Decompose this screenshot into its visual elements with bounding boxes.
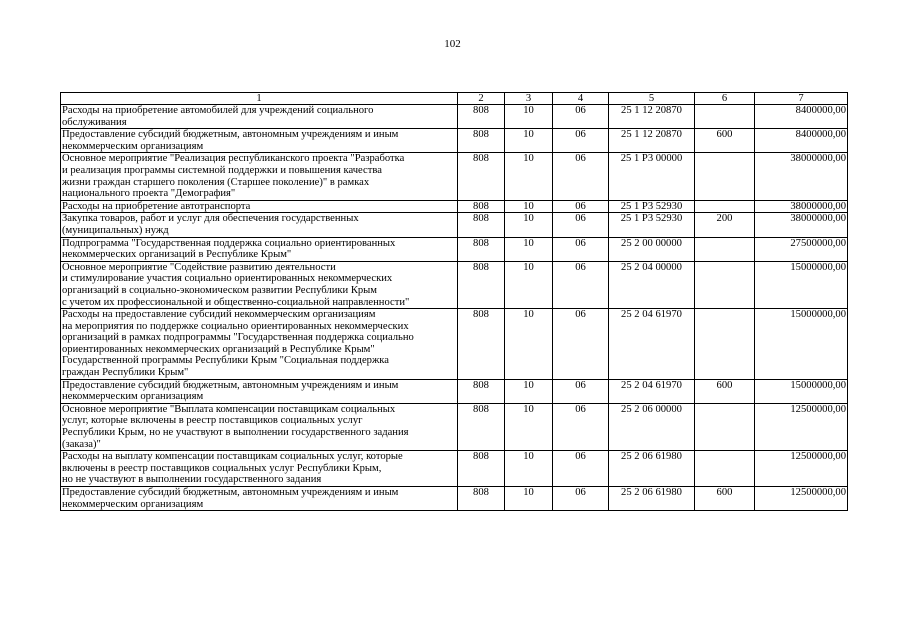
section-code: 10: [505, 451, 553, 487]
amount: 12500000,00: [755, 487, 848, 511]
table-row: [61, 105, 848, 129]
section-code: 10: [505, 153, 553, 200]
target-article-code: 25 2 06 61980: [609, 487, 695, 511]
amount: 12500000,00: [755, 451, 848, 487]
ministry-code: 808: [458, 261, 505, 308]
target-article-code: 25 1 P3 52930: [609, 213, 695, 237]
section-code: 10: [505, 237, 553, 261]
table-row: [61, 213, 848, 237]
expense-type-code: [695, 403, 755, 450]
amount: 27500000,00: [755, 237, 848, 261]
table-row: [61, 237, 848, 261]
amount: 8400000,00: [755, 129, 848, 153]
target-article-code: 25 2 04 61970: [609, 309, 695, 380]
subsection-code: 06: [553, 487, 609, 511]
header-cell: 7: [755, 93, 848, 105]
amount: 15000000,00: [755, 379, 848, 403]
expense-type-code: [695, 200, 755, 213]
ministry-code: 808: [458, 403, 505, 450]
table-row: [61, 403, 848, 450]
item-name: Расходы на предоставление субсидий некоммерческим организациям на мероприятия по поддержке социально ориентированных некоммерческих организаций в рамках подпрограммы "Государственная поддержка социально ориентированных некоммерческих организаций в Республике Крым" Государственной программы Республики Крым "Социальная поддержка граждан Республики Крым": [61, 309, 458, 380]
header-cell: 4: [553, 93, 609, 105]
table-row: [61, 451, 848, 487]
subsection-code: 06: [553, 379, 609, 403]
header-cell: 3: [505, 93, 553, 105]
header-row: [61, 93, 848, 105]
expense-type-code: [695, 153, 755, 200]
amount: 15000000,00: [755, 309, 848, 380]
amount: 38000000,00: [755, 153, 848, 200]
amount: 15000000,00: [755, 261, 848, 308]
section-code: 10: [505, 309, 553, 380]
ministry-code: 808: [458, 153, 505, 200]
expense-type-code: 600: [695, 129, 755, 153]
subsection-code: 06: [553, 153, 609, 200]
amount: 38000000,00: [755, 213, 848, 237]
target-article-code: 25 1 12 20870: [609, 129, 695, 153]
ministry-code: 808: [458, 487, 505, 511]
table-row: [61, 309, 848, 380]
header-cell: 6: [695, 93, 755, 105]
subsection-code: 06: [553, 309, 609, 380]
ministry-code: 808: [458, 309, 505, 380]
expense-type-code: 600: [695, 487, 755, 511]
section-code: 10: [505, 261, 553, 308]
item-name: Расходы на выплату компенсации поставщикам социальных услуг, которые включены в реестр поставщиков социальных услуг Республики Крым, но не участвуют в выполнении государственного задания: [61, 451, 458, 487]
subsection-code: 06: [553, 129, 609, 153]
expense-type-code: [695, 237, 755, 261]
section-code: 10: [505, 379, 553, 403]
budget-table: [60, 92, 848, 511]
header-cell: 2: [458, 93, 505, 105]
section-code: 10: [505, 129, 553, 153]
ministry-code: 808: [458, 237, 505, 261]
section-code: 10: [505, 403, 553, 450]
item-name: Предоставление субсидий бюджетным, автономным учреждениям и иным некоммерческим организациям: [61, 129, 458, 153]
subsection-code: 06: [553, 237, 609, 261]
item-name: Закупка товаров, работ и услуг для обеспечения государственных (муниципальных) нужд: [61, 213, 458, 237]
ministry-code: 808: [458, 379, 505, 403]
subsection-code: 06: [553, 200, 609, 213]
target-article-code: 25 2 06 61980: [609, 451, 695, 487]
table-row: [61, 261, 848, 308]
amount: 12500000,00: [755, 403, 848, 450]
header-cell: 5: [609, 93, 695, 105]
ministry-code: 808: [458, 129, 505, 153]
item-name: Основное мероприятие "Содействие развитию деятельности и стимулирование участия социально ориентированных некоммерческих организаций в социально-экономическом развитии Республики Крым с учетом их профессиональной и общественно-социальной направленности": [61, 261, 458, 308]
section-code: 10: [505, 487, 553, 511]
subsection-code: 06: [553, 451, 609, 487]
section-code: 10: [505, 105, 553, 129]
page-number: 102: [444, 38, 461, 50]
expense-type-code: [695, 261, 755, 308]
item-name: Предоставление субсидий бюджетным, автономным учреждениям и иным некоммерческим организациям: [61, 379, 458, 403]
target-article-code: 25 2 00 00000: [609, 237, 695, 261]
item-name: Расходы на приобретение автотранспорта: [61, 200, 458, 213]
subsection-code: 06: [553, 403, 609, 450]
subsection-code: 06: [553, 261, 609, 308]
table-row: [61, 487, 848, 511]
section-code: 10: [505, 213, 553, 237]
item-name: Расходы на приобретение автомобилей для учреждений социального обслуживания: [61, 105, 458, 129]
target-article-code: 25 2 04 00000: [609, 261, 695, 308]
expense-type-code: 200: [695, 213, 755, 237]
expense-type-code: 600: [695, 379, 755, 403]
expense-type-code: [695, 105, 755, 129]
table-row: [61, 153, 848, 200]
target-article-code: 25 1 P3 52930: [609, 200, 695, 213]
expense-type-code: [695, 309, 755, 380]
table-row: [61, 200, 848, 213]
table-row: [61, 379, 848, 403]
amount: 38000000,00: [755, 200, 848, 213]
item-name: Предоставление субсидий бюджетным, автономным учреждениям и иным некоммерческим организациям: [61, 487, 458, 511]
target-article-code: 25 1 12 20870: [609, 105, 695, 129]
table-row: [61, 129, 848, 153]
ministry-code: 808: [458, 105, 505, 129]
target-article-code: 25 2 04 61970: [609, 379, 695, 403]
expense-type-code: [695, 451, 755, 487]
ministry-code: 808: [458, 213, 505, 237]
subsection-code: 06: [553, 105, 609, 129]
amount: 8400000,00: [755, 105, 848, 129]
item-name: Подпрограмма "Государственная поддержка социально ориентированных некоммерческих организаций в Республике Крым": [61, 237, 458, 261]
header-cell: 1: [61, 93, 458, 105]
target-article-code: 25 2 06 00000: [609, 403, 695, 450]
ministry-code: 808: [458, 451, 505, 487]
item-name: Основное мероприятие "Реализация республиканского проекта "Разработка и реализация программы системной поддержки и повышения качества жизни граждан старшего поколения (Старшее поколение)" в рамках национального проекта "Демография": [61, 153, 458, 200]
target-article-code: 25 1 P3 00000: [609, 153, 695, 200]
section-code: 10: [505, 200, 553, 213]
ministry-code: 808: [458, 200, 505, 213]
subsection-code: 06: [553, 213, 609, 237]
item-name: Основное мероприятие "Выплата компенсации поставщикам социальных услуг, которые включены в реестр поставщиков социальных услуг Республики Крым, но не участвуют в выполнении государственного задания (заказа)": [61, 403, 458, 450]
